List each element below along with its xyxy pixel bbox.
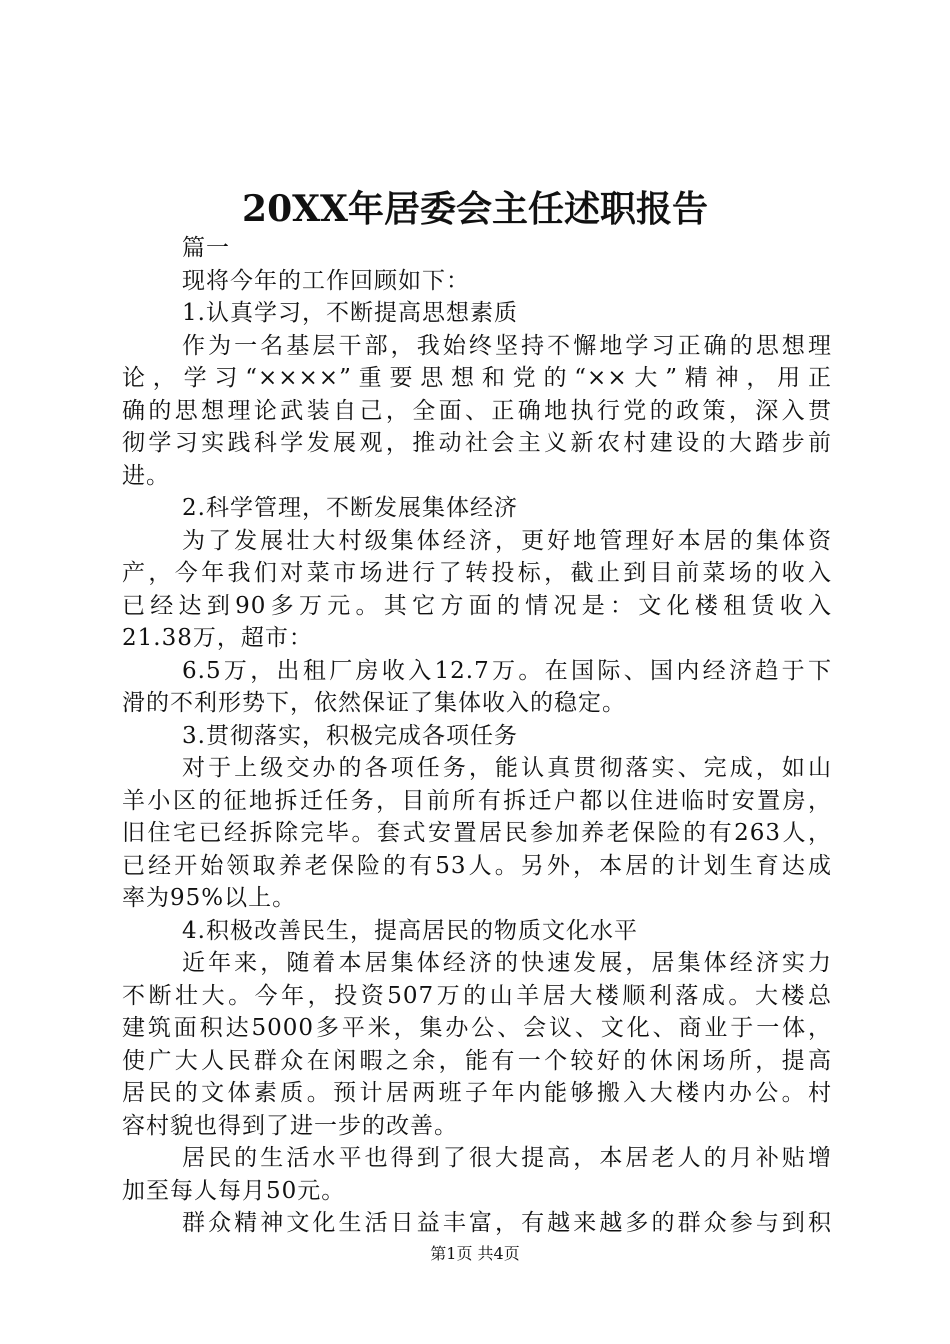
text-line: 居民的文体素质。预计居两班子年内能够搬入大楼内办公。村 xyxy=(122,1080,832,1106)
text-line: 已经开始领取养老保险的有53人。另外，本居的计划生育达成 xyxy=(122,852,832,879)
text-line: 论，学习“××××”重要思想和党的“××大”精神，用正 xyxy=(122,365,832,391)
text-line: 滑的不利形势下，依然保证了集体收入的稳定。 xyxy=(122,690,626,716)
text-line: 进。 xyxy=(122,462,170,489)
text-line: 现将今年的工作回顾如下： xyxy=(182,267,470,294)
text-line: 居民的生活水平也得到了很大提高，本居老人的月补贴增 xyxy=(182,1145,832,1171)
text-line: 确的思想理论武装自己，全面、正确地执行党的政策，深入贯 xyxy=(122,397,832,424)
text-line: 羊小区的征地拆迁任务，目前所有拆迁户都以住进临时安置房， xyxy=(122,787,832,814)
text-line: 2.科学管理，不断发展集体经济 xyxy=(182,495,518,521)
text-line: 产，今年我们对菜市场进行了转投标，截止到目前菜场的收入 xyxy=(122,560,832,586)
document-body xyxy=(122,232,832,1240)
text-line: 近年来，随着本居集体经济的快速发展，居集体经济实力 xyxy=(182,950,832,976)
text-line: 已经达到90多万元。其它方面的情况是：文化楼租赁收入 xyxy=(122,592,832,619)
text-line: 4.积极改善民生，提高居民的物质文化水平 xyxy=(182,917,638,944)
text-line: 旧住宅已经拆除完毕。套式安置居民参加养老保险的有263人， xyxy=(122,820,832,846)
text-line: 加至每人每月50元。 xyxy=(122,1177,346,1204)
text-line: 1.认真学习，不断提高思想素质 xyxy=(182,300,518,326)
text-line: 率为95%以上。 xyxy=(122,885,297,911)
document-title: 20XX年居委会主任述职报告 xyxy=(242,188,708,230)
text-line: 对于上级交办的各项任务，能认真贯彻落实、完成，如山 xyxy=(182,755,832,781)
text-line: 作为一名基层干部，我始终坚持不懈地学习正确的思想理 xyxy=(182,332,832,359)
text-line: 不断壮大。今年，投资507万的山羊居大楼顺利落成。大楼总 xyxy=(122,982,832,1009)
text-line: 建筑面积达5000多平米，集办公、会议、文化、商业于一体， xyxy=(122,1015,832,1041)
text-line: 6.5万，出租厂房收入12.7万。在国际、国内经济趋于下 xyxy=(182,657,832,684)
text-line: 21.38万，超市： xyxy=(122,625,313,651)
text-line: 彻学习实践科学发展观，推动社会主义新农村建设的大踏步前 xyxy=(122,430,832,456)
text-line: 3.贯彻落实，积极完成各项任务 xyxy=(182,722,518,749)
text-line: 篇一 xyxy=(182,235,230,261)
text-line: 容村貌也得到了进一步的改善。 xyxy=(122,1112,458,1139)
page-footer: 第1页 共4页 xyxy=(430,1244,520,1263)
text-line: 为了发展壮大村级集体经济，更好地管理好本居的集体资 xyxy=(182,527,832,554)
text-line: 群众精神文化生活日益丰富，有越来越多的群众参与到积 xyxy=(182,1210,832,1236)
text-line: 使广大人民群众在闲暇之余，能有一个较好的休闲场所，提高 xyxy=(122,1047,832,1074)
